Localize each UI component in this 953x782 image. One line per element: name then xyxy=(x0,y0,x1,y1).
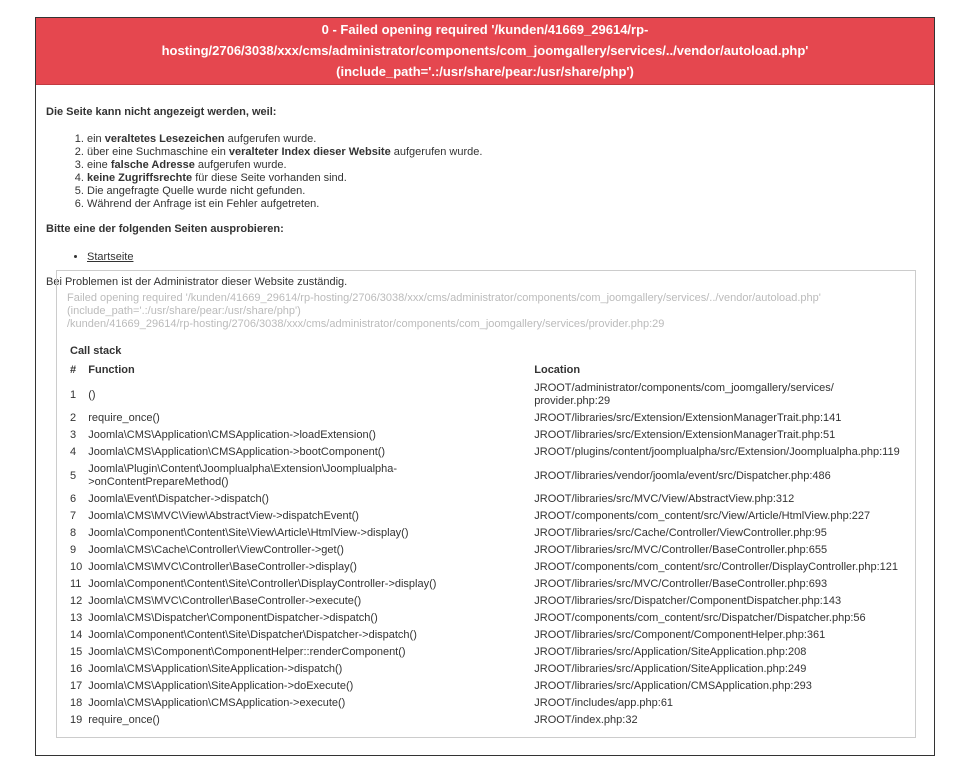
stack-location: JROOT/libraries/src/Cache/Controller/ViewController.php:95 xyxy=(534,527,827,539)
reason-item xyxy=(87,172,924,185)
stack-num: 11 xyxy=(70,578,82,590)
stack-function: Joomla\CMS\MVC\Controller\BaseController->display() xyxy=(88,561,357,573)
reason-text: über eine Suchmaschine ein xyxy=(87,146,229,158)
trace-message-line: /kunden/41669_29614/rp-hosting/2706/3038/xxx/cms/administrator/components/com_joomgallery/services/provider.php:29 xyxy=(67,318,665,330)
callstack-title: Call stack xyxy=(70,345,122,357)
trace-message-line: Failed opening required '/kunden/41669_29614/rp-hosting/2706/3038/xxx/cms/administrator/components/com_joomgallery/services/../vendor/autoload.php' xyxy=(67,292,821,304)
reason-item xyxy=(87,133,924,146)
stack-function: Joomla\CMS\Application\CMSApplication->execute() xyxy=(88,697,346,709)
table-row xyxy=(67,712,907,729)
pages-list xyxy=(46,251,924,264)
stack-num: 10 xyxy=(70,561,83,573)
stack-location: JROOT/plugins/content/joomplualpha/src/Extension/Joomplualpha.php:119 xyxy=(534,446,900,458)
stack-location: JROOT/libraries/vendor/joomla/event/src/Dispatcher.php:486 xyxy=(534,469,831,482)
stack-trace-panel xyxy=(56,270,916,738)
try-heading: Bitte eine der folgenden Seiten ausprobieren: xyxy=(46,223,284,235)
table-row xyxy=(67,491,907,508)
stack-num: 13 xyxy=(70,612,83,624)
stack-location: JROOT/components/com_content/src/Dispatcher/Dispatcher.php:56 xyxy=(534,612,866,624)
reason-text: für diese Seite vorhanden sind. xyxy=(192,172,347,184)
stack-location: JROOT/libraries/src/MVC/Controller/BaseController.php:693 xyxy=(534,578,828,590)
stack-num: 15 xyxy=(70,646,83,658)
error-banner-line2: (include_path='.:/usr/share/pear:/usr/share/php') xyxy=(336,64,634,79)
table-row xyxy=(67,644,907,661)
table-row xyxy=(67,427,907,444)
table-header-row xyxy=(67,359,907,380)
stack-location: JROOT/libraries/src/MVC/Controller/BaseController.php:655 xyxy=(534,544,828,556)
table-row xyxy=(67,576,907,593)
reason-emphasis: falsche Adresse xyxy=(110,159,195,171)
error-frame xyxy=(35,17,935,756)
error-banner xyxy=(36,18,934,85)
error-content xyxy=(36,106,934,289)
reason-text: aufgerufen wurde. xyxy=(390,146,483,158)
table-row xyxy=(67,380,907,410)
stack-num: 14 xyxy=(70,629,83,641)
reason-text: aufgerufen wurde. xyxy=(224,133,317,145)
reason-text: Die angefragte Quelle wurde nicht gefunden. xyxy=(87,185,306,197)
table-row xyxy=(67,508,907,525)
stack-num: 19 xyxy=(70,714,83,726)
reasons-list xyxy=(46,133,924,211)
stack-num: 9 xyxy=(70,544,77,556)
reason-emphasis: veraltetes Lesezeichen xyxy=(104,133,225,145)
stack-location: JROOT/index.php:32 xyxy=(534,714,638,726)
stack-function: Joomla\CMS\Application\CMSApplication->bootComponent() xyxy=(88,446,386,458)
stack-location: JROOT/libraries/src/MVC/View/AbstractView.php:312 xyxy=(534,493,795,505)
stack-num: 7 xyxy=(70,510,77,522)
reasons-heading: Die Seite kann nicht angezeigt werden, weil: xyxy=(46,106,277,118)
stack-function: Joomla\Plugin\Content\Joomplualpha\Extension\Joomplualpha- >onContentPrepareMethod() xyxy=(88,463,398,488)
table-row xyxy=(67,593,907,610)
stack-num: 12 xyxy=(70,595,83,607)
trace-message xyxy=(67,292,867,331)
stack-function: () xyxy=(88,388,96,401)
reason-text: eine xyxy=(87,159,111,171)
table-row xyxy=(67,444,907,461)
stack-function: Joomla\Component\Content\Site\View\Article\HtmlView->display() xyxy=(88,527,409,539)
callstack-table xyxy=(67,359,907,729)
reason-item xyxy=(87,185,924,198)
table-row xyxy=(67,525,907,542)
stack-num: 8 xyxy=(70,527,77,539)
stack-location: JROOT/administrator/components/com_joomgallery/services/ provider.php:29 xyxy=(534,382,834,407)
stack-function: Joomla\CMS\Application\SiteApplication->doExecute() xyxy=(88,680,354,692)
stack-location: JROOT/libraries/src/Application/SiteApplication.php:249 xyxy=(534,663,807,675)
stack-location: JROOT/libraries/src/Extension/ExtensionManagerTrait.php:141 xyxy=(534,412,842,424)
table-row xyxy=(67,461,907,491)
stack-location: JROOT/libraries/src/Dispatcher/ComponentDispatcher.php:143 xyxy=(534,595,842,607)
column-header-function: Function xyxy=(88,364,135,376)
reason-item xyxy=(87,159,924,172)
callstack-body xyxy=(67,380,907,729)
reason-text: aufgerufen wurde. xyxy=(194,159,287,171)
table-row xyxy=(67,410,907,427)
table-row xyxy=(67,542,907,559)
stack-num: 5 xyxy=(70,469,77,482)
stack-location: JROOT/libraries/src/Application/SiteApplication.php:208 xyxy=(534,646,807,658)
stack-num: 16 xyxy=(70,663,83,675)
column-header-num: # xyxy=(70,364,77,376)
stack-function: Joomla\Event\Dispatcher->dispatch() xyxy=(88,493,269,505)
error-banner-line1: 0 - Failed opening required '/kunden/41669_29614/rp-hosting/2706/3038/xxx/cms/administrator/components/com_joomgallery/services/../vendor/autoload.php' xyxy=(161,22,809,58)
reason-text: ein xyxy=(87,133,105,145)
table-row xyxy=(67,559,907,576)
stack-function: Joomla\CMS\Dispatcher\ComponentDispatcher->dispatch() xyxy=(88,612,378,624)
table-row xyxy=(67,695,907,712)
stack-location: JROOT/components/com_content/src/View/Article/HtmlView.php:227 xyxy=(534,510,871,522)
stack-function: Joomla\Component\Content\Site\Dispatcher\Dispatcher->dispatch() xyxy=(88,629,417,641)
stack-function: Joomla\CMS\Cache\Controller\ViewController->get() xyxy=(88,544,344,556)
stack-function: Joomla\CMS\MVC\View\AbstractView->dispatchEvent() xyxy=(88,510,359,522)
reason-emphasis: veralteter Index dieser Website xyxy=(228,146,391,158)
stack-num: 17 xyxy=(70,680,83,692)
reason-item xyxy=(87,198,924,211)
table-row xyxy=(67,661,907,678)
home-link[interactable]: Startseite xyxy=(87,251,134,263)
stack-location: JROOT/components/com_content/src/Controller/DisplayController.php:121 xyxy=(534,561,899,573)
table-row xyxy=(67,627,907,644)
stack-location: JROOT/libraries/src/Application/CMSApplication.php:293 xyxy=(534,680,812,692)
stack-function: Joomla\CMS\MVC\Controller\BaseController->execute() xyxy=(88,595,362,607)
stack-function: require_once() xyxy=(88,412,160,424)
stack-function: Joomla\Component\Content\Site\Controller\DisplayController->display() xyxy=(88,578,437,590)
stack-num: 1 xyxy=(70,388,77,401)
reason-text: Während der Anfrage ist ein Fehler aufgetreten. xyxy=(87,198,320,210)
stack-function: Joomla\CMS\Application\SiteApplication->dispatch() xyxy=(88,663,343,675)
list-item xyxy=(87,251,924,264)
reason-item xyxy=(87,146,924,159)
trace-message-line: (include_path='.:/usr/share/pear:/usr/share/php') xyxy=(67,305,301,317)
column-header-location: Location xyxy=(534,364,581,376)
reason-emphasis: keine Zugriffsrechte xyxy=(87,172,193,184)
stack-location: JROOT/libraries/src/Component/ComponentHelper.php:361 xyxy=(534,629,826,641)
stack-num: 2 xyxy=(70,412,77,424)
stack-num: 4 xyxy=(70,446,77,458)
stack-function: Joomla\CMS\Application\CMSApplication->loadExtension() xyxy=(88,429,376,441)
table-row xyxy=(67,678,907,695)
stack-function: Joomla\CMS\Component\ComponentHelper::renderComponent() xyxy=(88,646,406,658)
table-row xyxy=(67,610,907,627)
stack-location: JROOT/includes/app.php:61 xyxy=(534,697,674,709)
stack-num: 6 xyxy=(70,493,77,505)
stack-num: 18 xyxy=(70,697,83,709)
stack-num: 3 xyxy=(70,429,77,441)
stack-location: JROOT/libraries/src/Extension/ExtensionManagerTrait.php:51 xyxy=(534,429,836,441)
admin-note: Bei Problemen ist der Administrator dieser Website zuständig. xyxy=(46,276,348,288)
stack-function: require_once() xyxy=(88,714,160,726)
